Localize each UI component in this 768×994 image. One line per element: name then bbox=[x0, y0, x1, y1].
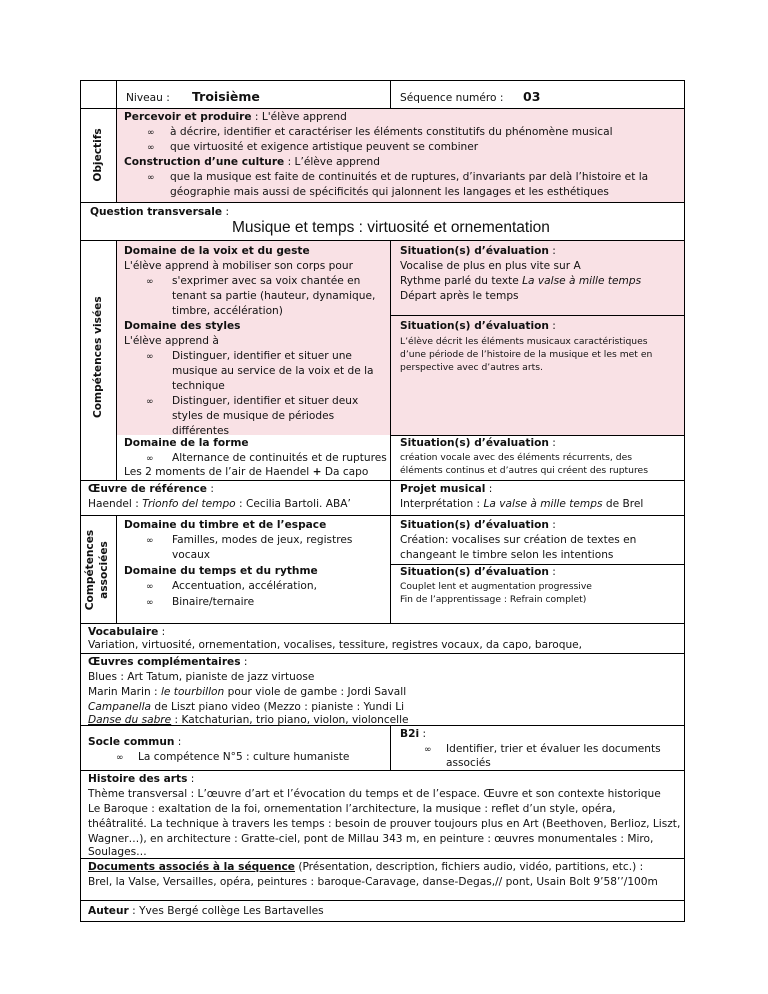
oeuvre-reference-colon: : bbox=[206, 483, 214, 495]
niveau-label: Niveau : bbox=[126, 92, 170, 104]
oeuvre-c: : Cecilia Bartoli. ABA’ bbox=[235, 498, 351, 510]
eval-1-label: Situation(s) d’évaluation bbox=[400, 245, 549, 257]
socle-item: La compétence N°5 : culture humaniste bbox=[138, 751, 350, 763]
percevoir-intro: : L'élève apprend bbox=[251, 111, 347, 123]
eval-3-heading bbox=[400, 436, 556, 451]
percevoir-line bbox=[124, 110, 347, 125]
oeuvres-line2-c: pour viole de gambe : Jordi Savall bbox=[224, 686, 407, 698]
vocabulaire-text: Variation, virtuosité, ornementation, vocalises, tessiture, registres vocaux, da capo, baroque, bbox=[88, 639, 583, 651]
histoire-line1: Thème transversal : L’œuvre d’art et l’évocation du temps et de l’espace. Œuvre et son contexte historique bbox=[88, 788, 661, 800]
eval-4-line1: Création: vocalises sur création de textes en bbox=[400, 534, 637, 546]
domaine-styles-item2-l1: Distinguer, identifier et situer deux bbox=[172, 395, 359, 407]
infinity-bullet-icon: ∞ bbox=[147, 128, 155, 138]
objectifs-side-label: Objectifs bbox=[92, 128, 104, 182]
b2i-item-l2: associés bbox=[446, 757, 491, 769]
projet-b: La valse à mille temps bbox=[483, 498, 603, 510]
oeuvres-line4-a: Danse du sabre bbox=[88, 714, 172, 726]
eval-5-label: Situation(s) d’évaluation bbox=[400, 566, 549, 578]
eval-4-line2: changeant le timbre selon les intentions bbox=[400, 549, 614, 561]
sequence-number: 03 bbox=[523, 89, 541, 104]
forme-line2-a: Les 2 moments de l’air de Haendel bbox=[124, 466, 313, 478]
eval-1-line2-a: Rythme parlé du texte bbox=[400, 275, 523, 287]
domaine-temps-item-1: Accentuation, accélération, bbox=[172, 580, 317, 592]
eval-4-label: Situation(s) d’évaluation bbox=[400, 519, 549, 531]
competences-associees-line2: associées bbox=[98, 541, 110, 599]
domaine-styles-title: Domaine des styles bbox=[124, 320, 241, 332]
forme-line2-b: Da capo bbox=[321, 466, 369, 478]
infinity-bullet-icon: ∞ bbox=[146, 536, 154, 546]
percevoir-item-1: à décrire, identifier et caractériser les éléments constitutifs du phénomène musical bbox=[170, 126, 613, 138]
b2i-heading bbox=[400, 727, 426, 742]
domaine-voix-item-l3: timbre, accélération) bbox=[172, 305, 283, 317]
projet-c: de Brel bbox=[602, 498, 644, 510]
eval-1-line3: Départ après le temps bbox=[400, 290, 519, 302]
oeuvres-line2 bbox=[88, 685, 406, 700]
documents-line1: Brel, la Valse, Versailles, opéra, peintures : baroque-Caravage, danse-Degas,// pont, Usain Bolt 9’58’’/100m bbox=[88, 876, 658, 888]
culture-item-line-1: que la musique est faite de continuités et de ruptures, d’invariants par delà l’histoire et la bbox=[170, 171, 649, 183]
oeuvre-a: Haendel : bbox=[88, 498, 143, 510]
b2i-colon: : bbox=[419, 728, 427, 740]
eval-2-line1: L’élève décrit les éléments musicaux caractéristiques bbox=[400, 336, 648, 347]
projet-a: Interprétation : bbox=[400, 498, 484, 510]
histoire-line3: théâtralité. La technique à travers les temps : besoin de prouver toujours plus en Art (Beethoven, Berlioz, Liszt, bbox=[88, 818, 681, 830]
infinity-bullet-icon: ∞ bbox=[147, 173, 155, 183]
infinity-bullet-icon: ∞ bbox=[146, 277, 154, 287]
eval-1-colon: : bbox=[548, 245, 556, 257]
projet-musical-label: Projet musical bbox=[400, 483, 486, 495]
domaine-styles-item2-l2: styles de musique de périodes bbox=[172, 410, 335, 422]
documents-heading bbox=[88, 860, 643, 875]
histoire-line2: Le Baroque : exaltation de la foi, ornementation l’architecture, la musique : reflet d’un style, opéra, bbox=[88, 803, 616, 815]
domaine-forme-title: Domaine de la forme bbox=[124, 437, 249, 449]
eval-4-colon: : bbox=[548, 519, 556, 531]
oeuvres-complementaires-heading bbox=[88, 655, 247, 670]
domaine-styles-line1: L'élève apprend à bbox=[124, 335, 219, 347]
question-title: Musique et temps : virtuosité et ornementation bbox=[232, 219, 550, 236]
eval-2-heading bbox=[400, 319, 556, 334]
competences-visees-side-label: Compétences visées bbox=[92, 296, 104, 418]
eval-2-line3: perspective avec d’autres arts. bbox=[400, 362, 543, 373]
domaine-styles-item1-l2: musique au service de la voix et de la bbox=[172, 365, 374, 377]
domaine-timbre-item-l1: Familles, modes de jeux, registres bbox=[172, 534, 353, 546]
eval-5-line2: Fin de l’apprentissage : Refrain complet) bbox=[400, 594, 587, 605]
eval-2-line2: d’une période de l’histoire de la musique et les met en bbox=[400, 349, 653, 360]
oeuvres-complementaires-label: Œuvres complémentaires bbox=[88, 656, 241, 668]
oeuvres-line2-b: le tourbillon bbox=[160, 686, 225, 698]
domaine-styles-item1-l3: technique bbox=[172, 380, 225, 392]
auteur-text: : Yves Bergé collège Les Bartavelles bbox=[128, 905, 324, 917]
culture-intro: : L’élève apprend bbox=[284, 156, 380, 168]
oeuvres-line4-b: : Katchaturian, trio piano, violon, violoncelle bbox=[171, 714, 409, 726]
socle-heading bbox=[88, 735, 181, 750]
infinity-bullet-icon: ∞ bbox=[146, 352, 154, 362]
domaine-voix-item-l1: s'exprimer avec sa voix chantée en bbox=[172, 275, 361, 287]
oeuvres-line1: Blues : Art Tatum, pianiste de jazz virtuose bbox=[88, 671, 315, 683]
infinity-bullet-icon: ∞ bbox=[424, 745, 432, 755]
auteur-label: Auteur bbox=[88, 905, 129, 917]
question-colon: : bbox=[222, 206, 230, 218]
oeuvre-reference-text bbox=[88, 497, 351, 512]
forme-line2-plus: + bbox=[312, 466, 322, 478]
domaine-temps-item-2: Binaire/ternaire bbox=[172, 596, 255, 608]
histoire-line5: Soulages… bbox=[88, 846, 147, 858]
eval-3-colon: : bbox=[548, 437, 556, 449]
projet-musical-text bbox=[400, 497, 643, 512]
documents-rest: (Présentation, description, fichiers audio, vidéo, partitions, etc.) : bbox=[294, 861, 644, 873]
infinity-bullet-icon: ∞ bbox=[146, 598, 154, 608]
domaine-styles-item2-l3: différentes bbox=[172, 425, 230, 437]
oeuvres-line4 bbox=[88, 713, 409, 728]
socle-label: Socle commun bbox=[88, 736, 175, 748]
percevoir-item-2: que virtuosité et exigence artistique peuvent se combiner bbox=[170, 141, 479, 153]
eval-1-line1: Vocalise de plus en plus vite sur A bbox=[400, 260, 581, 272]
infinity-bullet-icon: ∞ bbox=[146, 454, 154, 464]
competences-associees-line1: Compétences bbox=[84, 529, 96, 611]
eval-5-line1: Couplet lent et augmentation progressive bbox=[400, 581, 592, 592]
oeuvres-line3-a: Campanella bbox=[88, 701, 152, 713]
oeuvre-reference-label: Œuvre de référence bbox=[88, 483, 207, 495]
culture-item-line-2: géographie mais aussi de spécificités qui jalonnent les langages et les esthétiques bbox=[170, 186, 609, 198]
eval-2-colon: : bbox=[548, 320, 556, 332]
competences-associees-side-label bbox=[83, 515, 113, 625]
eval-3-label: Situation(s) d’évaluation bbox=[400, 437, 549, 449]
histoire-line4: Wagner…), en architecture : Gratte-ciel, pont de Millau 343 m, en peinture : œuvres monumentales : Miro, bbox=[88, 833, 654, 845]
niveau-value: Troisième bbox=[192, 89, 260, 104]
projet-musical-colon: : bbox=[485, 483, 493, 495]
domaine-voix-line1: L'élève apprend à mobiliser son corps pour bbox=[124, 260, 353, 272]
infinity-bullet-icon: ∞ bbox=[116, 753, 124, 763]
projet-musical-heading bbox=[400, 482, 492, 497]
histoire-label: Histoire des arts bbox=[88, 773, 188, 785]
culture-line bbox=[124, 155, 380, 170]
vocabulaire-colon: : bbox=[158, 626, 166, 638]
b2i-item-l1: Identifier, trier et évaluer les documents bbox=[446, 743, 661, 755]
domaine-voix-item-l2: tenant sa partie (hauteur, dynamique, bbox=[172, 290, 376, 302]
domaine-temps-title: Domaine du temps et du rythme bbox=[124, 565, 318, 577]
oeuvres-complementaires-colon: : bbox=[240, 656, 248, 668]
oeuvre-reference-heading bbox=[88, 482, 214, 497]
domaine-timbre-item-l2: vocaux bbox=[172, 549, 211, 561]
oeuvres-line2-a: Marin Marin : bbox=[88, 686, 161, 698]
culture-title: Construction d’une culture bbox=[124, 156, 285, 168]
domaine-forme-item: Alternance de continuités et de ruptures bbox=[172, 452, 387, 464]
domaine-voix-title: Domaine de la voix et du geste bbox=[124, 245, 310, 257]
eval-4-heading bbox=[400, 518, 556, 533]
eval-2-label: Situation(s) d’évaluation bbox=[400, 320, 549, 332]
socle-colon: : bbox=[174, 736, 182, 748]
question-label-line bbox=[90, 205, 229, 220]
histoire-colon: : bbox=[187, 773, 195, 785]
infinity-bullet-icon: ∞ bbox=[146, 582, 154, 592]
b2i-label: B2i bbox=[400, 728, 420, 740]
oeuvre-b: Trionfo del tempo bbox=[142, 498, 236, 510]
infinity-bullet-icon: ∞ bbox=[147, 143, 155, 153]
domaine-timbre-title: Domaine du timbre et de l’espace bbox=[124, 519, 327, 531]
infinity-bullet-icon: ∞ bbox=[146, 397, 154, 407]
eval-5-colon: : bbox=[548, 566, 556, 578]
auteur-line bbox=[88, 904, 324, 919]
vocabulaire-label: Vocabulaire bbox=[88, 626, 159, 638]
eval-3-line1: création vocale avec des éléments récurrents, des bbox=[400, 452, 633, 463]
eval-1-line2 bbox=[400, 274, 641, 289]
question-label: Question transversale bbox=[90, 206, 223, 218]
sequence-label: Séquence numéro : bbox=[400, 92, 504, 104]
domaine-styles-item1-l1: Distinguer, identifier et situer une bbox=[172, 350, 352, 362]
histoire-heading bbox=[88, 772, 194, 787]
eval-3-line2: éléments continus et d’autres qui créent des ruptures bbox=[400, 465, 648, 476]
documents-label: Documents associés à la séquence bbox=[88, 861, 295, 873]
eval-1-line2-b: La valse à mille temps bbox=[522, 275, 642, 287]
eval-1-heading bbox=[400, 244, 556, 259]
percevoir-title: Percevoir et produire bbox=[124, 111, 252, 123]
oeuvres-line3-b: de Liszt piano video (Mezzo : pianiste : Yundi Li bbox=[151, 701, 405, 713]
eval-5-heading bbox=[400, 565, 556, 580]
domaine-forme-line2 bbox=[124, 465, 368, 480]
